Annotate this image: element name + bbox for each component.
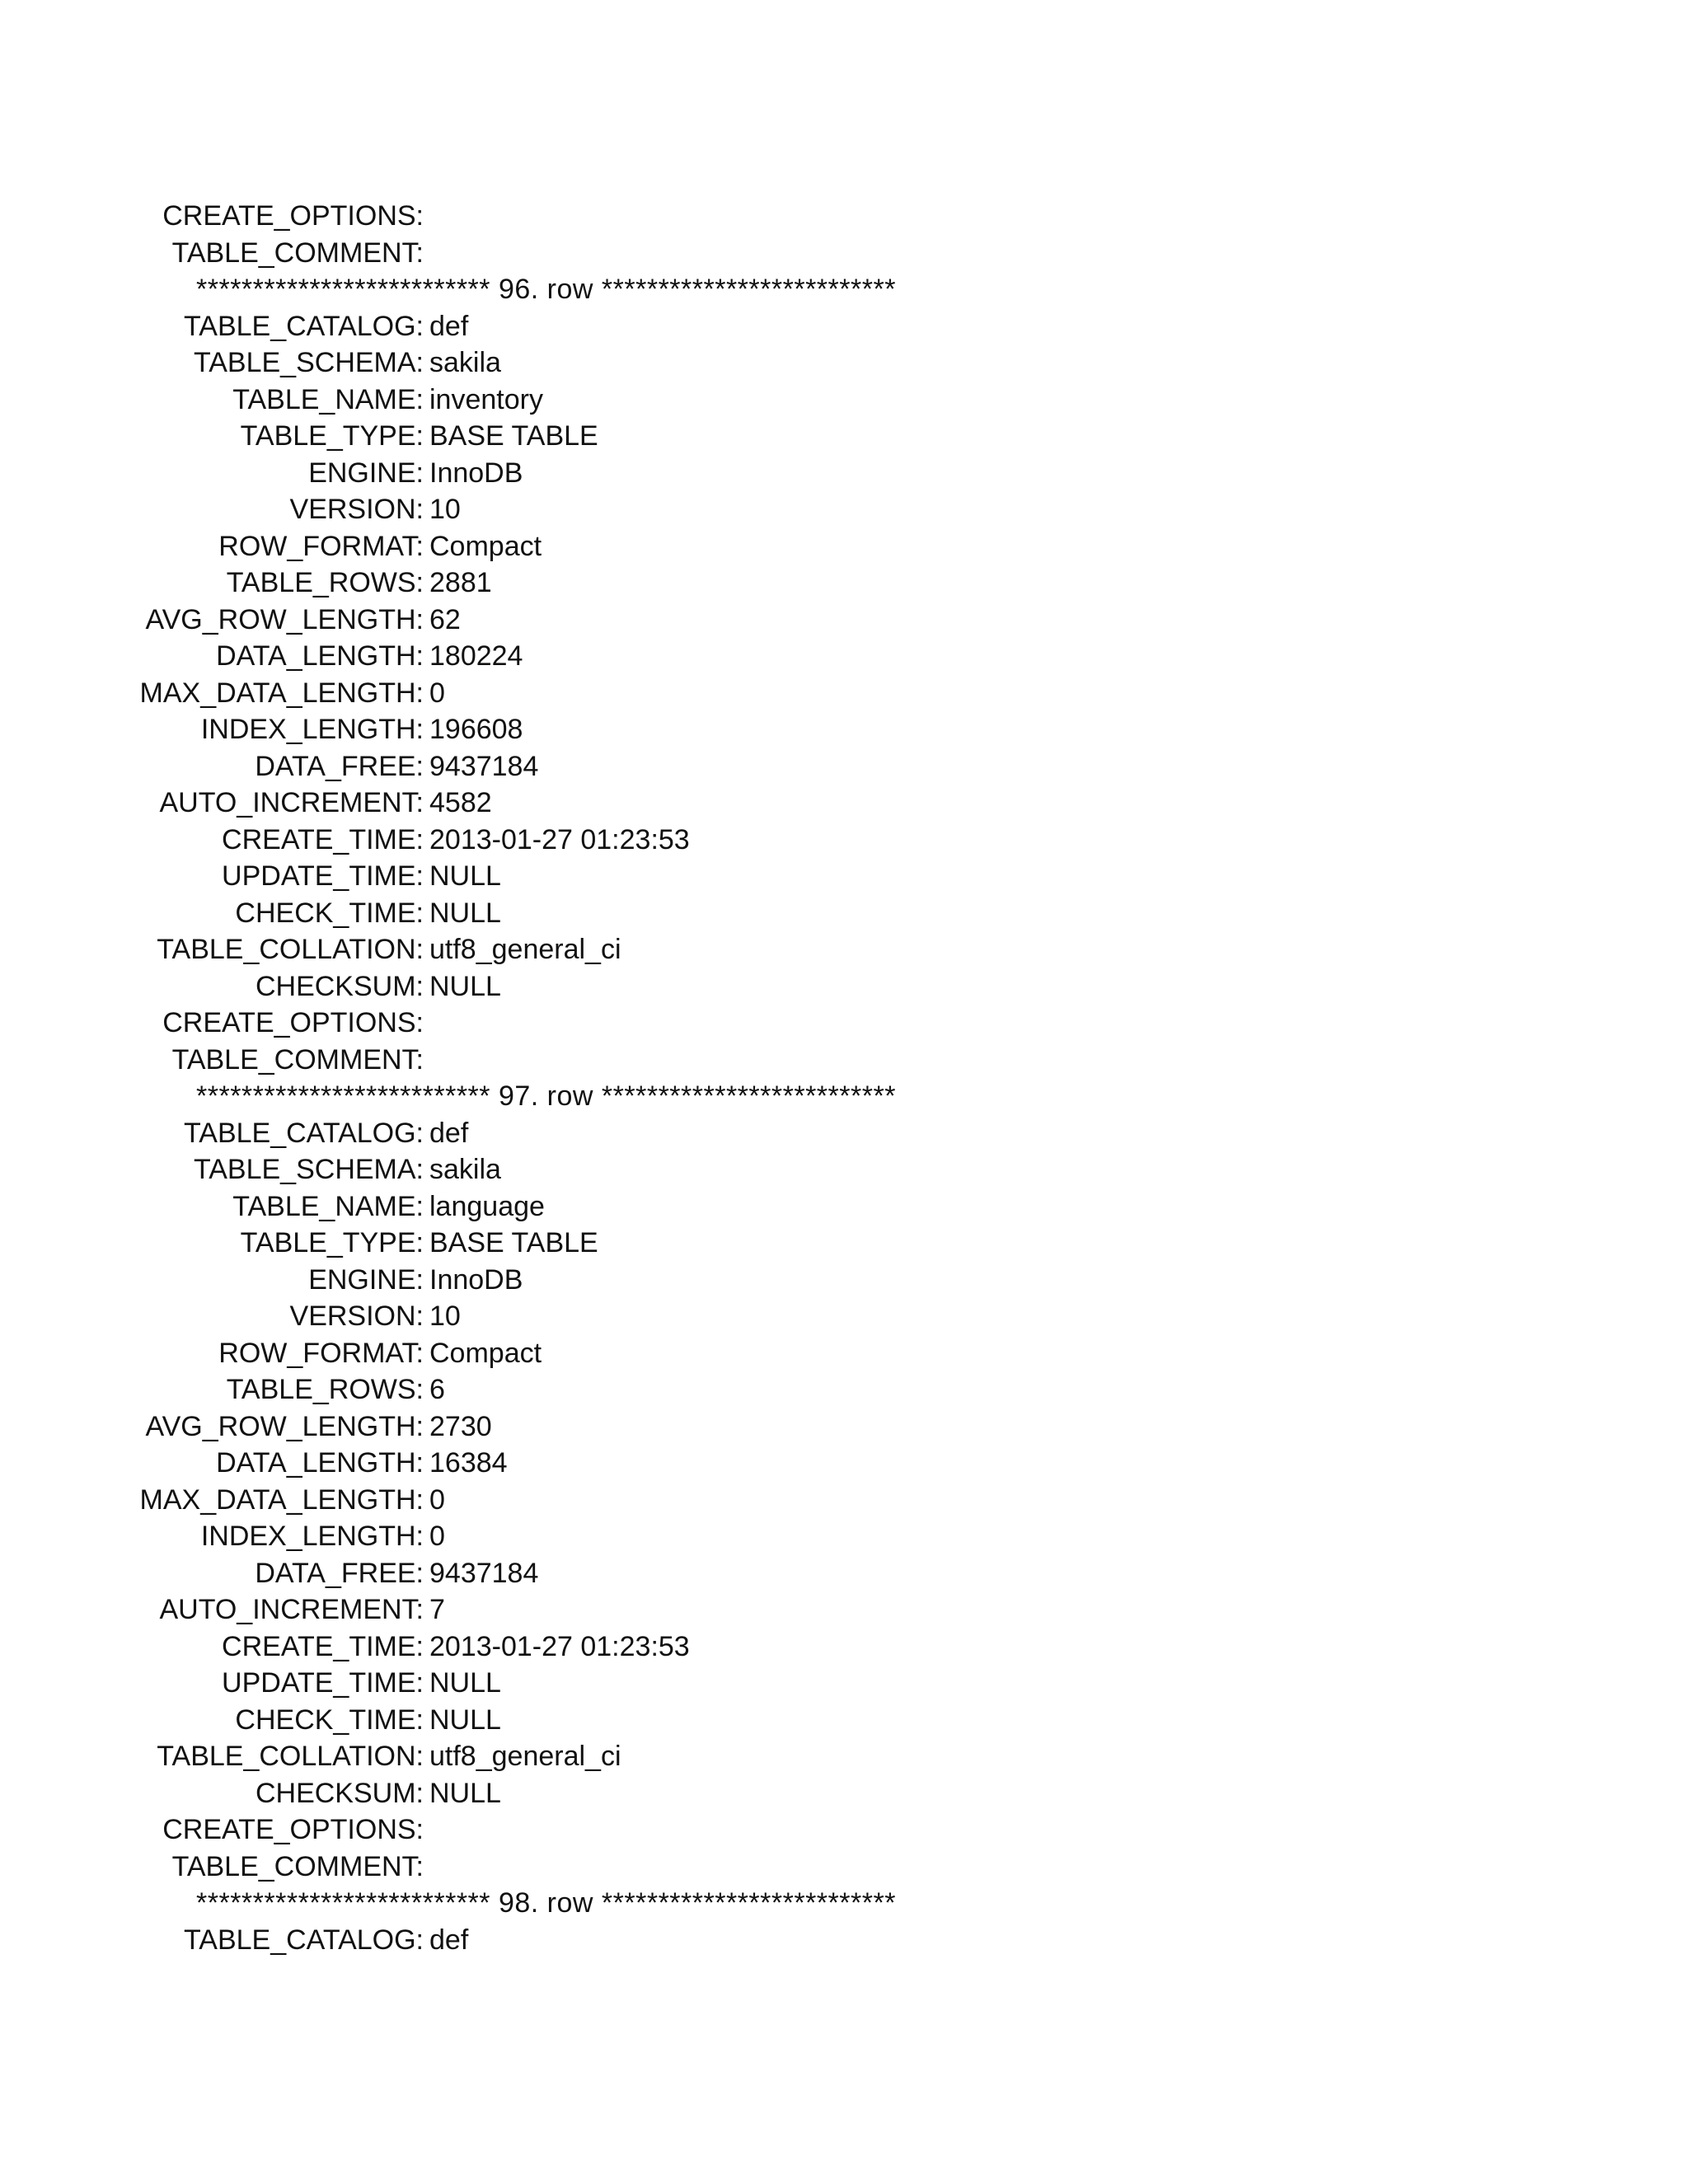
field-value: NULL xyxy=(429,1777,501,1809)
field-line xyxy=(0,1262,1688,1299)
field-key: TABLE_CATALOG: xyxy=(184,1117,424,1149)
field-key: CREATE_OPTIONS: xyxy=(162,1007,424,1038)
field-line xyxy=(0,1775,1688,1812)
field-line xyxy=(0,822,1688,859)
field-key: TABLE_CATALOG: xyxy=(184,310,424,342)
field-value: language xyxy=(429,1190,545,1222)
field-line xyxy=(0,1738,1688,1775)
field-key: DATA_FREE: xyxy=(255,1557,424,1589)
field-value: 9437184 xyxy=(429,1557,539,1589)
field-key: ROW_FORMAT: xyxy=(218,530,424,562)
field-line xyxy=(0,711,1688,748)
field-key: TABLE_COMMENT: xyxy=(171,237,424,269)
field-line xyxy=(0,455,1688,492)
field-key: ROW_FORMAT: xyxy=(218,1337,424,1369)
field-value: NULL xyxy=(429,897,501,929)
field-key: TABLE_NAME: xyxy=(232,383,424,415)
field-line xyxy=(0,1225,1688,1262)
field-key: TABLE_ROWS: xyxy=(226,1374,424,1405)
field-value: InnoDB xyxy=(429,1263,523,1296)
field-value: 7 xyxy=(429,1594,445,1625)
field-key: TABLE_CATALOG: xyxy=(184,1924,424,1956)
field-line xyxy=(0,382,1688,419)
field-line xyxy=(0,858,1688,895)
field-key: UPDATE_TIME: xyxy=(222,1667,424,1699)
field-line xyxy=(0,1922,1688,1959)
field-value: sakila xyxy=(429,1154,501,1185)
field-value: inventory xyxy=(429,383,543,415)
field-line xyxy=(0,528,1688,565)
field-value: sakila xyxy=(429,347,501,378)
field-key: TABLE_TYPE: xyxy=(240,1227,424,1258)
field-key: DATA_LENGTH: xyxy=(216,640,424,672)
field-value: 2730 xyxy=(429,1410,492,1442)
field-key: TABLE_NAME: xyxy=(232,1190,424,1222)
field-line xyxy=(0,602,1688,639)
field-key: MAX_DATA_LENGTH: xyxy=(139,677,424,709)
field-line xyxy=(0,1555,1688,1592)
field-line xyxy=(0,638,1688,675)
field-line xyxy=(0,1702,1688,1739)
field-key: DATA_FREE: xyxy=(255,750,424,782)
field-line xyxy=(0,1591,1688,1629)
field-value: 2881 xyxy=(429,567,492,598)
field-value: 10 xyxy=(429,1301,461,1332)
field-key: CREATE_TIME: xyxy=(222,1630,424,1662)
field-key: AVG_ROW_LENGTH: xyxy=(145,1410,424,1442)
field-key: AVG_ROW_LENGTH: xyxy=(145,603,424,635)
field-key: INDEX_LENGTH: xyxy=(200,714,424,745)
field-line xyxy=(0,1042,1688,1079)
field-value: NULL xyxy=(429,860,501,892)
field-value: 0 xyxy=(429,1521,445,1552)
field-key: CHECK_TIME: xyxy=(235,1704,424,1736)
field-key: TABLE_TYPE: xyxy=(240,420,424,452)
field-line xyxy=(0,785,1688,822)
field-key: AUTO_INCREMENT: xyxy=(159,787,424,818)
field-value: 0 xyxy=(429,677,445,709)
row-separator xyxy=(0,1078,1688,1115)
field-value: 180224 xyxy=(429,640,523,672)
row-separator xyxy=(0,271,1688,308)
field-line xyxy=(0,235,1688,272)
field-key: TABLE_COMMENT: xyxy=(171,1850,424,1882)
field-value: BASE TABLE xyxy=(429,420,598,452)
field-value: utf8_general_ci xyxy=(429,934,621,965)
field-key: ENGINE: xyxy=(308,457,424,489)
field-key: TABLE_COLLATION: xyxy=(157,934,424,965)
field-line xyxy=(0,1115,1688,1152)
field-line xyxy=(0,308,1688,345)
field-line xyxy=(0,1188,1688,1226)
field-key: CREATE_OPTIONS: xyxy=(162,1814,424,1845)
field-value: Compact xyxy=(429,1337,542,1369)
row-separator-text: ************************** 98. row ************************** xyxy=(196,1887,896,1919)
field-line xyxy=(0,1005,1688,1042)
field-value: Compact xyxy=(429,530,542,562)
field-line xyxy=(0,1151,1688,1188)
field-key: TABLE_SCHEMA: xyxy=(193,1154,424,1185)
field-line xyxy=(0,968,1688,1005)
field-line xyxy=(0,1665,1688,1702)
field-line xyxy=(0,1371,1688,1408)
field-value: 0 xyxy=(429,1483,445,1516)
field-value: def xyxy=(429,1924,469,1956)
field-key: CHECK_TIME: xyxy=(235,897,424,929)
field-key: MAX_DATA_LENGTH: xyxy=(139,1483,424,1516)
field-key: CHECKSUM: xyxy=(255,970,424,1002)
field-value: 4582 xyxy=(429,787,492,818)
field-line xyxy=(0,675,1688,712)
field-value: 9437184 xyxy=(429,750,539,782)
field-key: UPDATE_TIME: xyxy=(222,860,424,892)
field-line xyxy=(0,1408,1688,1446)
field-line xyxy=(0,1298,1688,1335)
field-value: 6 xyxy=(429,1374,445,1405)
field-line xyxy=(0,895,1688,932)
field-value: NULL xyxy=(429,1667,501,1699)
row-separator xyxy=(0,1885,1688,1922)
field-value: utf8_general_ci xyxy=(429,1741,621,1772)
field-value: InnoDB xyxy=(429,457,523,489)
field-value: 196608 xyxy=(429,714,523,745)
row-separator-text: ************************** 96. row ************************** xyxy=(196,274,896,305)
field-key: TABLE_SCHEMA: xyxy=(193,347,424,378)
field-value: 16384 xyxy=(429,1447,508,1479)
field-line xyxy=(0,1335,1688,1372)
field-line xyxy=(0,491,1688,528)
field-value: 10 xyxy=(429,494,461,525)
field-key: VERSION: xyxy=(289,1301,424,1332)
field-key: ENGINE: xyxy=(308,1263,424,1296)
field-key: TABLE_ROWS: xyxy=(226,567,424,598)
field-key: CREATE_OPTIONS: xyxy=(162,200,424,232)
field-value: 2013-01-27 01:23:53 xyxy=(429,823,690,855)
field-key: AUTO_INCREMENT: xyxy=(159,1594,424,1625)
field-key: INDEX_LENGTH: xyxy=(200,1521,424,1552)
field-line xyxy=(0,198,1688,235)
field-line xyxy=(0,1482,1688,1519)
field-line xyxy=(0,1518,1688,1555)
field-line xyxy=(0,1445,1688,1482)
field-value: 2013-01-27 01:23:53 xyxy=(429,1630,690,1662)
field-line xyxy=(0,1849,1688,1886)
field-value: BASE TABLE xyxy=(429,1227,598,1258)
document-body xyxy=(0,198,1688,1958)
row-separator-text: ************************** 97. row ************************** xyxy=(196,1080,896,1112)
field-value: 62 xyxy=(429,603,461,635)
field-line xyxy=(0,748,1688,785)
field-key: CHECKSUM: xyxy=(255,1777,424,1809)
field-line xyxy=(0,344,1688,382)
field-key: VERSION: xyxy=(289,494,424,525)
field-line xyxy=(0,565,1688,602)
field-line xyxy=(0,1811,1688,1849)
field-value: NULL xyxy=(429,1704,501,1736)
field-value: NULL xyxy=(429,970,501,1002)
field-key: TABLE_COMMENT: xyxy=(171,1043,424,1076)
field-key: CREATE_TIME: xyxy=(222,823,424,855)
field-key: DATA_LENGTH: xyxy=(216,1447,424,1479)
field-line xyxy=(0,931,1688,968)
field-line xyxy=(0,1629,1688,1666)
field-key: TABLE_COLLATION: xyxy=(157,1741,424,1772)
field-line xyxy=(0,418,1688,455)
field-value: def xyxy=(429,310,469,342)
field-value: def xyxy=(429,1117,469,1149)
